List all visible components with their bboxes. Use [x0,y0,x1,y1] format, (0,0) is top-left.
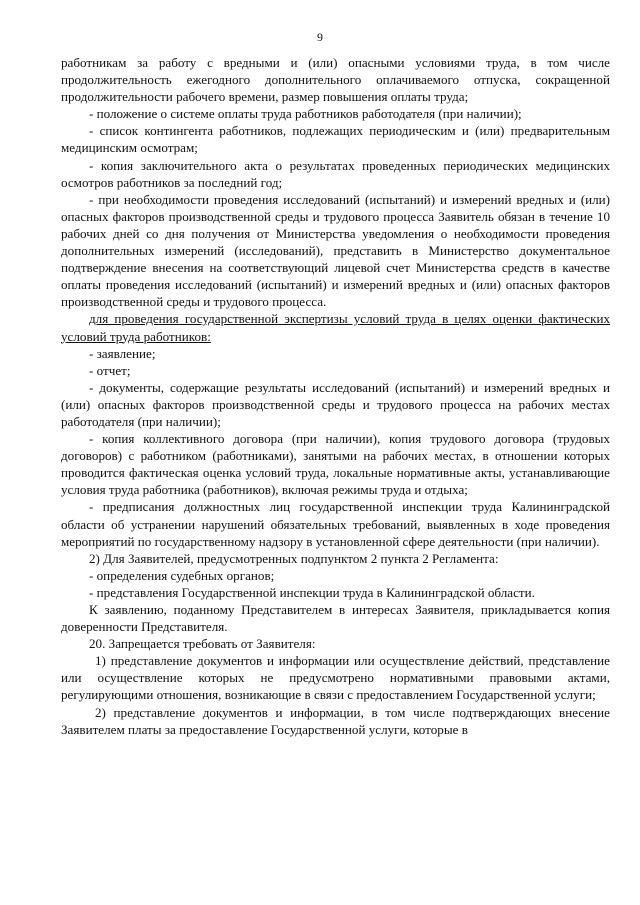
list-item-medical-act: - копия заключительного акта о результатах проведенных периодических медицинских осмотров работников за последний год; [61,157,610,190]
list-item-inspection: - представления Государственной инспекции труда в Калининградской области. [89,584,535,600]
list-item-court: - определения судебных органов; [89,567,275,583]
list-item-orders: - предписания должностных лиц государственной инспекции труда Калининградской области об устранении нарушений обязательных требований, выявленных в ходе проведения мероприятий по государственному надзору в установленной сфере деятельности (при наличии). [61,499,610,549]
paragraph-continuation: работникам за работу с вредными и (или) опасными условиями труда, в том числе продолжительность ежегодного дополнительного оплачиваемого отпуска, сокращенной продолжительности рабочего времени, размер повышения оплаты труда; [61,55,610,105]
document-body [61,54,610,738]
list-item-report: - отчет; [89,362,131,378]
list-item-application: - заявление; [89,345,156,361]
paragraph-prohibition: 20. Запрещается требовать от Заявителя: [89,636,316,652]
list-item-contracts: - копия коллективного договора (при наличии), копия трудового договора (трудовых договоров) с работником (работниками), занятыми на рабочих местах, в отношении которых проводится фактическая оценка условий труда, локальные нормативные акты, устанавливающие условия труда работника (работников), включая режимы труда и отдыха; [61,431,610,498]
list-item-prohibition-1: 1) представление документов и информации или осуществление действий, представление или осуществление которых не предусмотрено нормативными правовыми актами, регулирующими отношения, возникающие в связи с предоставлением Государственной услуги; [61,653,610,703]
list-item-prohibition-2: 2) представление документов и информации, в том числе подтверждающих внесение Заявителем платы за предоставление Государственной услуги, которые в [61,704,610,737]
list-item-measurements: - при необходимости проведения исследований (испытаний) и измерений вредных и (или) опасных факторов производственной среды и трудового процесса Заявитель обязан в течение 10 рабочих дней со дня получения от Министерства уведомления о необходимости проведения дополнительных измерений (исследований), представить в Министерство документальное подтверждение внесения на соответствующий лицевой счет Министерства средств в качестве оплаты проведения исследований (испытаний) и измерений вредных и (или) опасных факторов производственной среды и трудового процесса. [61,191,610,310]
paragraph-applicants-2: 2) Для Заявителей, предусмотренных подпунктом 2 пункта 2 Регламента: [89,550,499,566]
paragraph-power-of-attorney: К заявлению, поданному Представителем в интересах Заявителя, прикладывается копия доверенности Представителя. [61,602,610,635]
section-heading-expertise: для проведения государственной экспертизы условий труда в целях оценки фактических условий труда работников: [61,311,610,344]
list-item-medical-list: - список контингента работников, подлежащих периодическим и (или) предварительным медицинским осмотрам; [61,123,610,156]
list-item-pay-system: - положение о системе оплаты труда работников работодателя (при наличии); [89,106,522,122]
page-number: 9 [317,30,323,44]
list-item-results: - документы, содержащие результаты исследований (испытаний) и измерений вредных и (или) опасных факторов производственной среды и трудового процесса на рабочих местах работодателя (при наличии); [61,379,610,429]
